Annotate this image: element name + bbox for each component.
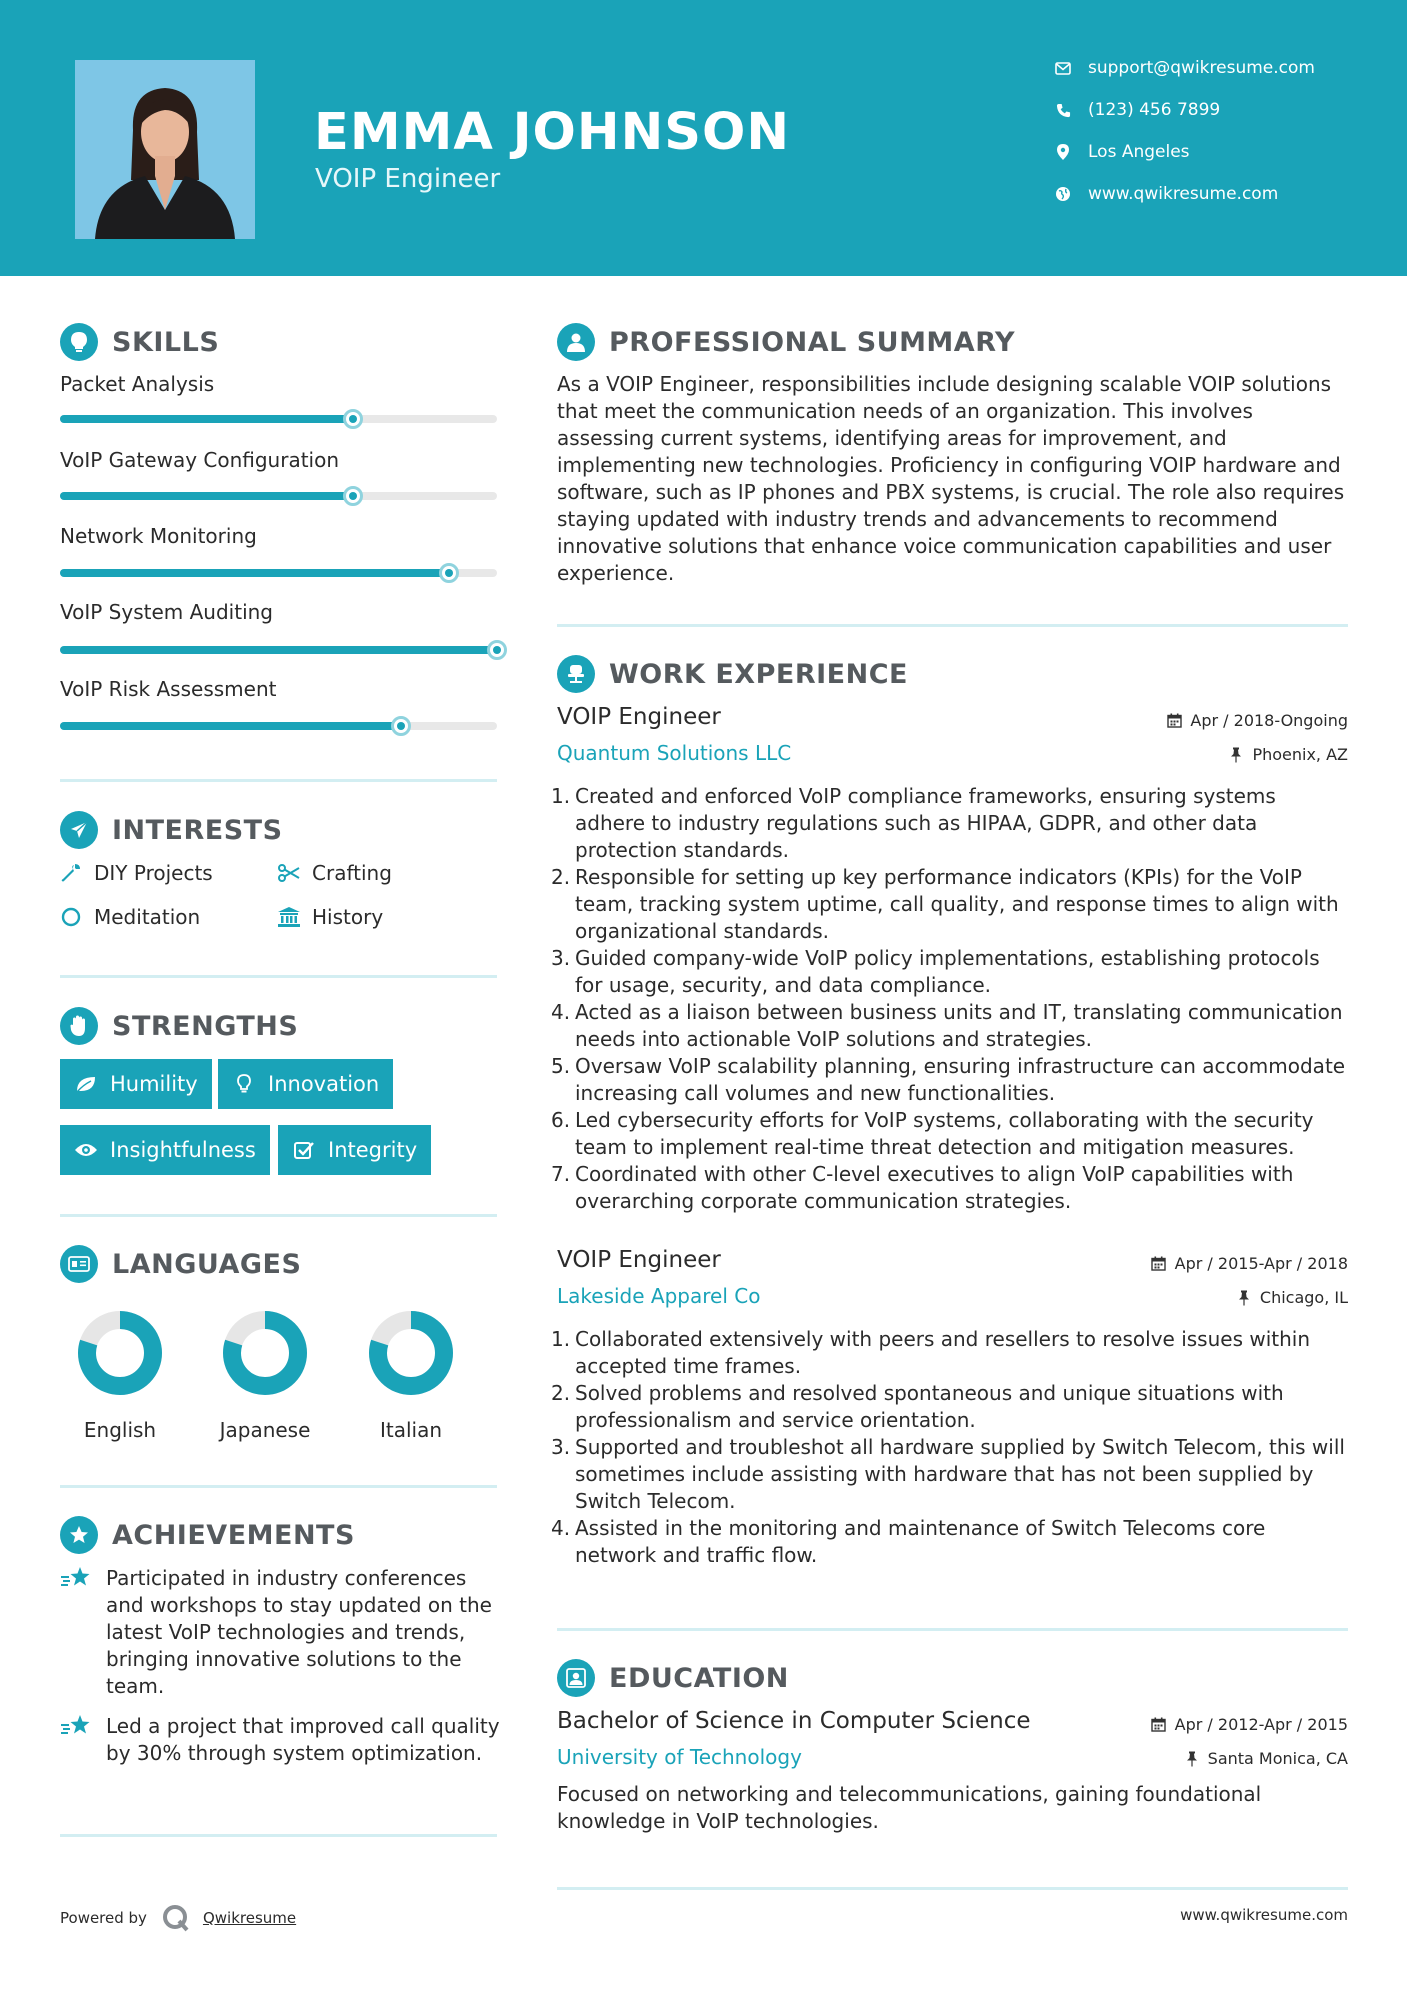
job-bullet: 6. Led cybersecurity efforts for VoIP systems, collaborating with the security team to implement real-time threat detection and mitigation measures. [551,1108,1314,1159]
contact-location-text: Los Angeles [1088,142,1190,162]
profile-photo [75,60,255,239]
skill-bar-fill [60,415,353,423]
paper-plane-icon [60,811,98,849]
summary-heading: PROFESSIONAL SUMMARY [557,323,1015,361]
job-location: Chicago, IL [1236,1288,1348,1307]
scissors-icon [278,862,300,884]
job-title: VOIP Engineer [557,704,721,730]
pushpin-icon [1228,747,1244,763]
skill-label: VoIP Risk Assessment [60,677,277,701]
envelope-icon [1054,59,1072,77]
skill-bar-knob [439,563,459,583]
skill-label: VoIP Gateway Configuration [60,448,340,472]
skill-bar-fill [60,722,401,730]
achievement-text: Led a project that improved call quality by 30% through system optimization. [106,1714,500,1765]
education-heading: EDUCATION [557,1659,789,1697]
skill-bar-knob [343,486,363,506]
section-divider [557,624,1348,627]
pushpin-icon [1236,1290,1252,1306]
graduate-icon [557,1659,595,1697]
job-bullet: 3. Guided company-wide VoIP policy implementations, establishing protocols for usage, security, and data compliance. [551,946,1320,997]
strength-badge: Innovation [218,1059,393,1109]
language-label: English [83,1418,157,1442]
shooting-star-icon [60,1565,94,1591]
job-bullet: 1. Created and enforced VoIP compliance frameworks, ensuring systems adhere to industry regulations such as HIPAA, GDPR, and other data protection standards. [551,784,1276,862]
skill-label: Packet Analysis [60,372,215,396]
languages-heading: LANGUAGES [60,1245,301,1283]
job-bullet: 4. Acted as a liaison between business units and IT, translating communication needs into actionable VoIP solutions and strategies. [551,1000,1343,1051]
achievement-item [60,1565,500,1700]
leaf-icon [74,1072,98,1096]
job-location: Phoenix, AZ [1228,745,1348,764]
language-ring [366,1308,456,1398]
company-name: Lakeside Apparel Co [557,1284,761,1308]
checkbox-icon [292,1138,316,1162]
company-name: Quantum Solutions LLC [557,741,792,765]
skill-bar [60,492,497,500]
education-location: Santa Monica, CA [1184,1749,1348,1768]
language-item [60,1308,180,1442]
job-bullet: 7. Coordinated with other C-level executives to align VoIP capabilities with overarching corporate communication strategies. [551,1162,1294,1213]
language-ring [75,1308,165,1398]
eye-icon [74,1138,98,1162]
calendar-icon [1166,713,1182,729]
pushpin-icon [1184,1751,1200,1767]
map-pin-icon [1054,143,1072,161]
interest-item: History [278,905,383,929]
job-bullet: 2. Responsible for setting up key performance indicators (KPIs) for the VoIP team, tracking system uptime, call quality, and response times to align with organizational standards. [551,865,1339,943]
interest-item: Meditation [60,905,200,929]
phone-icon [1054,101,1072,119]
achievements-heading: ACHIEVEMENTS [60,1516,355,1554]
bank-icon [278,906,300,928]
strength-badge: Humility [60,1059,212,1109]
language-label: Japanese [219,1418,311,1442]
skill-bar [60,569,497,577]
contact-phone-text: (123) 456 7899 [1088,100,1221,120]
strength-badge: Integrity [278,1125,431,1175]
degree-title: Bachelor of Science in Computer Science [557,1708,1031,1734]
contact-email[interactable] [1054,58,1315,78]
section-divider [557,1628,1348,1631]
language-icon [60,1245,98,1283]
shooting-star-icon [60,1713,94,1739]
skill-bar [60,646,497,654]
job-bullet: 1. Collaborated extensively with peers and resellers to resolve issues within accepted time frames. [551,1327,1311,1378]
job-bullets [551,1326,1347,1569]
strengths-heading: STRENGTHS [60,1007,298,1045]
language-label: Italian [379,1418,443,1442]
interest-item: Crafting [278,861,392,885]
skill-bar-knob [391,716,411,736]
skill-bar-knob [343,409,363,429]
education-dates: Apr / 2012-Apr / 2015 [1151,1715,1348,1734]
job-title: VOIP Engineer [557,1247,721,1273]
job-bullets [551,783,1347,1215]
calendar-icon [1151,1717,1167,1733]
skill-bar-fill [60,569,449,577]
language-item [351,1308,471,1442]
school-name: University of Technology [557,1745,802,1769]
skill-bar [60,415,497,423]
candidate-name: EMMA JOHNSON [314,103,791,162]
achievement-text: Participated in industry conferences and workshops to stay updated on the latest VoIP technologies and trends, bringing innovative solutions to the team. [106,1566,492,1698]
hand-icon [60,1007,98,1045]
contact-website-text: www.qwikresume.com [1088,184,1279,204]
language-item [205,1308,325,1442]
briefcase-chair-icon [557,655,595,693]
footer-website[interactable]: www.qwikresume.com [1180,1906,1348,1924]
section-divider [60,1485,497,1488]
section-divider [60,779,497,782]
globe-icon [1054,185,1072,203]
candidate-title: VOIP Engineer [315,164,501,194]
interests-heading: INTERESTS [60,811,283,849]
lightbulb-icon [60,323,98,361]
strength-badge: Insightfulness [60,1125,270,1175]
lightbulb-icon [232,1072,256,1096]
summary-text: As a VOIP Engineer, responsibilities include designing scalable VOIP solutions that meet the communication needs of an organization. This involves assessing current systems, identifying areas for improvement, and implementing new technologies. Proficiency in configuring VOIP hardware and software, such as IP phones and PBX systems, is crucial. The role also requires staying updated with industry trends and advancements to recommend innovative solutions that enhance voice communication capabilities and user experience. [557,372,1345,585]
skill-label: VoIP System Auditing [60,600,273,624]
job-bullet: 2. Solved problems and resolved spontaneous and unique situations with professionalism and service orientation. [551,1381,1284,1432]
skill-bar-fill [60,646,497,654]
job-bullet: 5. Oversaw VoIP scalability planning, ensuring infrastructure can accommodate increasing call volumes and new functionalities. [551,1054,1346,1105]
job-bullet: 4. Assisted in the monitoring and maintenance of Switch Telecoms core network and traffic flow. [551,1516,1266,1567]
circle-icon [60,906,82,928]
powered-by: Powered by Qwikresume [60,1903,296,1933]
job-dates: Apr / 2015-Apr / 2018 [1151,1254,1348,1273]
job-dates: Apr / 2018-Ongoing [1166,711,1348,730]
education-text: Focused on networking and telecommunications, gaining foundational knowledge in VoIP technologies. [557,1782,1262,1833]
contact-email-text: support@qwikresume.com [1088,58,1315,78]
skill-bar-fill [60,492,353,500]
resume-header [0,0,1407,276]
language-ring [220,1308,310,1398]
contact-location [1054,142,1190,162]
skill-label: Network Monitoring [60,524,257,548]
skill-bar [60,722,497,730]
section-divider [60,1214,497,1217]
section-divider [60,1834,497,1837]
qwikresume-logo-icon [161,1903,191,1933]
job-bullet: 3. Supported and troubleshot all hardware supplied by Switch Telecom, this will sometimes include assisting with hardware that has not been supplied by Switch Telecom. [551,1435,1345,1513]
section-divider [60,975,497,978]
interest-item: DIY Projects [60,861,213,885]
experience-heading: WORK EXPERIENCE [557,655,908,693]
skills-heading: SKILLS [60,323,219,361]
qwikresume-link[interactable]: Qwikresume [202,1909,297,1927]
achievement-item [60,1713,500,1767]
section-divider [557,1887,1348,1890]
star-badge-icon [60,1516,98,1554]
user-icon [557,323,595,361]
contact-website[interactable] [1054,184,1278,204]
skill-bar-knob [487,640,507,660]
calendar-icon [1151,1256,1167,1272]
wrench-icon [60,862,82,884]
contact-phone[interactable] [1054,100,1220,120]
